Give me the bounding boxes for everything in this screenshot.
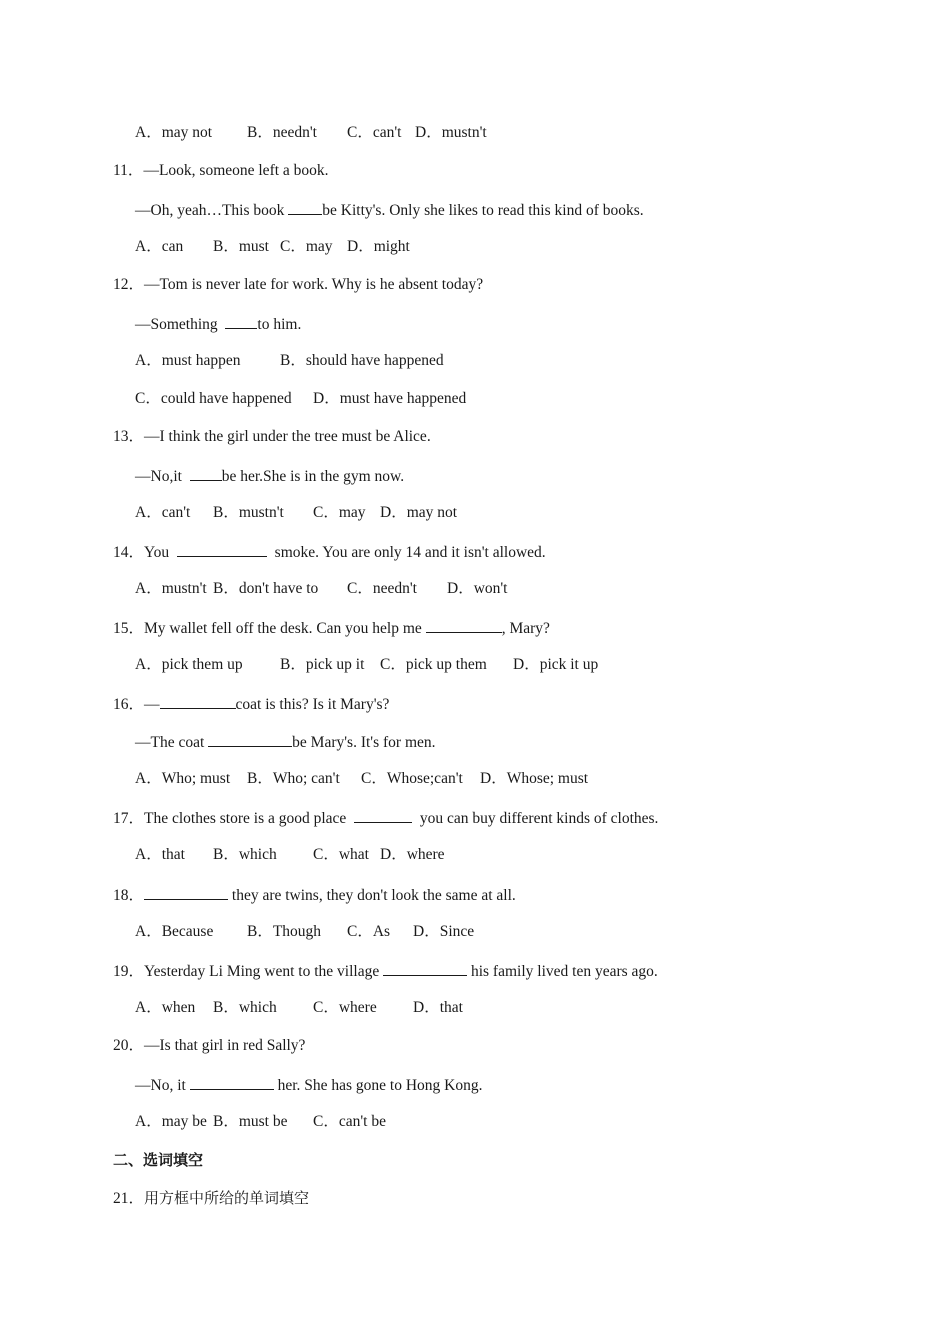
q14-option-b[interactable]: B．don't have to bbox=[213, 580, 319, 597]
q13-option-d[interactable]: D．may not bbox=[380, 504, 458, 521]
q17-blank[interactable] bbox=[354, 807, 412, 823]
q16-option-c[interactable]: C．Whose;can't bbox=[361, 770, 463, 787]
q11-option-d[interactable]: D．might bbox=[347, 238, 410, 255]
q18-stem: 18． they are twins, they don't look the same at all. bbox=[113, 884, 516, 906]
q15-stem: 15．My wallet fell off the desk. Can you help me , Mary? bbox=[113, 617, 550, 639]
q12-blank[interactable] bbox=[225, 313, 257, 329]
q13-stem: 13．—I think the girl under the tree must be Alice. bbox=[113, 428, 431, 445]
q11-stem: 11．—Look, someone left a book. bbox=[113, 162, 329, 179]
q19-option-c[interactable]: C．where bbox=[313, 999, 377, 1016]
q20-option-c[interactable]: C．can't be bbox=[313, 1113, 386, 1130]
q13-blank[interactable] bbox=[190, 465, 222, 481]
q12-option-a[interactable]: A．must happen bbox=[135, 352, 241, 369]
q12-reply: —Something to him. bbox=[135, 313, 301, 335]
q17-option-d[interactable]: D．where bbox=[380, 846, 445, 863]
q19-stem: 19．Yesterday Li Ming went to the village his family lived ten years ago. bbox=[113, 960, 658, 982]
q14-option-c[interactable]: C．needn't bbox=[347, 580, 417, 597]
q10-option-b[interactable]: B．needn't bbox=[247, 124, 317, 141]
q15-option-b[interactable]: B．pick up it bbox=[280, 656, 365, 673]
q10-option-d[interactable]: D．mustn't bbox=[415, 124, 487, 141]
q17-option-c[interactable]: C．what bbox=[313, 846, 369, 863]
q11-option-c[interactable]: C．may bbox=[280, 238, 333, 255]
q16-option-b[interactable]: B．Who; can't bbox=[247, 770, 340, 787]
q14-blank[interactable] bbox=[177, 541, 267, 557]
q18-option-b[interactable]: B．Though bbox=[247, 923, 322, 940]
q13-option-c[interactable]: C．may bbox=[313, 504, 366, 521]
q13-option-a[interactable]: A．can't bbox=[135, 504, 191, 521]
q19-option-b[interactable]: B．which bbox=[213, 999, 277, 1016]
q18-option-a[interactable]: A．Because bbox=[135, 923, 214, 940]
q17-option-a[interactable]: A．that bbox=[135, 846, 185, 863]
q20-option-b[interactable]: B．must be bbox=[213, 1113, 288, 1130]
q17-stem: 17．The clothes store is a good place you can buy different kinds of clothes. bbox=[113, 807, 658, 829]
q19-option-a[interactable]: A．when bbox=[135, 999, 196, 1016]
q15-option-c[interactable]: C．pick up them bbox=[380, 656, 487, 673]
q17-option-b[interactable]: B．which bbox=[213, 846, 277, 863]
q15-option-a[interactable]: A．pick them up bbox=[135, 656, 243, 673]
q20-blank[interactable] bbox=[190, 1074, 274, 1090]
q19-blank[interactable] bbox=[383, 960, 467, 976]
q12-option-d[interactable]: D．must have happened bbox=[313, 390, 467, 407]
q18-option-d[interactable]: D．Since bbox=[413, 923, 475, 940]
q18-blank[interactable] bbox=[144, 884, 228, 900]
q21-stem: 21．用方框中所给的单词填空 bbox=[113, 1189, 310, 1207]
section-2-heading: 二、选词填空 bbox=[113, 1151, 204, 1169]
q16-stem: 16．— coat is this? Is it Mary's? bbox=[113, 693, 389, 715]
q16-option-a[interactable]: A．Who; must bbox=[135, 770, 231, 787]
q11-blank[interactable] bbox=[288, 199, 322, 215]
q20-stem: 20．—Is that girl in red Sally? bbox=[113, 1037, 306, 1054]
q14-option-a[interactable]: A．mustn't bbox=[135, 580, 207, 597]
q13-option-b[interactable]: B．mustn't bbox=[213, 504, 284, 521]
q11-option-b[interactable]: B．must bbox=[213, 238, 269, 255]
q20-reply: —No, it her. She has gone to Hong Kong. bbox=[135, 1074, 482, 1096]
q18-option-c[interactable]: C．As bbox=[347, 923, 391, 940]
q20-option-a[interactable]: A．may be bbox=[135, 1113, 207, 1130]
q10-option-a[interactable]: A．may not bbox=[135, 124, 213, 141]
q12-option-c[interactable]: C．could have happened bbox=[135, 390, 292, 407]
q15-option-d[interactable]: D．pick it up bbox=[513, 656, 599, 673]
q14-option-d[interactable]: D．won't bbox=[447, 580, 508, 597]
q15-blank[interactable] bbox=[426, 617, 502, 633]
q14-stem: 14．You smoke. You are only 14 and it isn't allowed. bbox=[113, 541, 546, 563]
q13-reply: —No,it be her.She is in the gym now. bbox=[135, 465, 404, 487]
q12-stem: 12．—Tom is never late for work. Why is he absent today? bbox=[113, 276, 484, 293]
q11-option-a[interactable]: A．can bbox=[135, 238, 184, 255]
q12-option-b[interactable]: B．should have happened bbox=[280, 352, 444, 369]
q10-option-c[interactable]: C．can't bbox=[347, 124, 402, 141]
q11-reply: —Oh, yeah…This book be Kitty's. Only she likes to read this kind of books. bbox=[135, 199, 644, 221]
q16-blank-1[interactable] bbox=[160, 693, 236, 709]
q16-option-d[interactable]: D．Whose; must bbox=[480, 770, 589, 787]
q16-blank-2[interactable] bbox=[208, 731, 292, 747]
q16-reply: —The coat be Mary's. It's for men. bbox=[135, 731, 436, 753]
q19-option-d[interactable]: D．that bbox=[413, 999, 463, 1016]
